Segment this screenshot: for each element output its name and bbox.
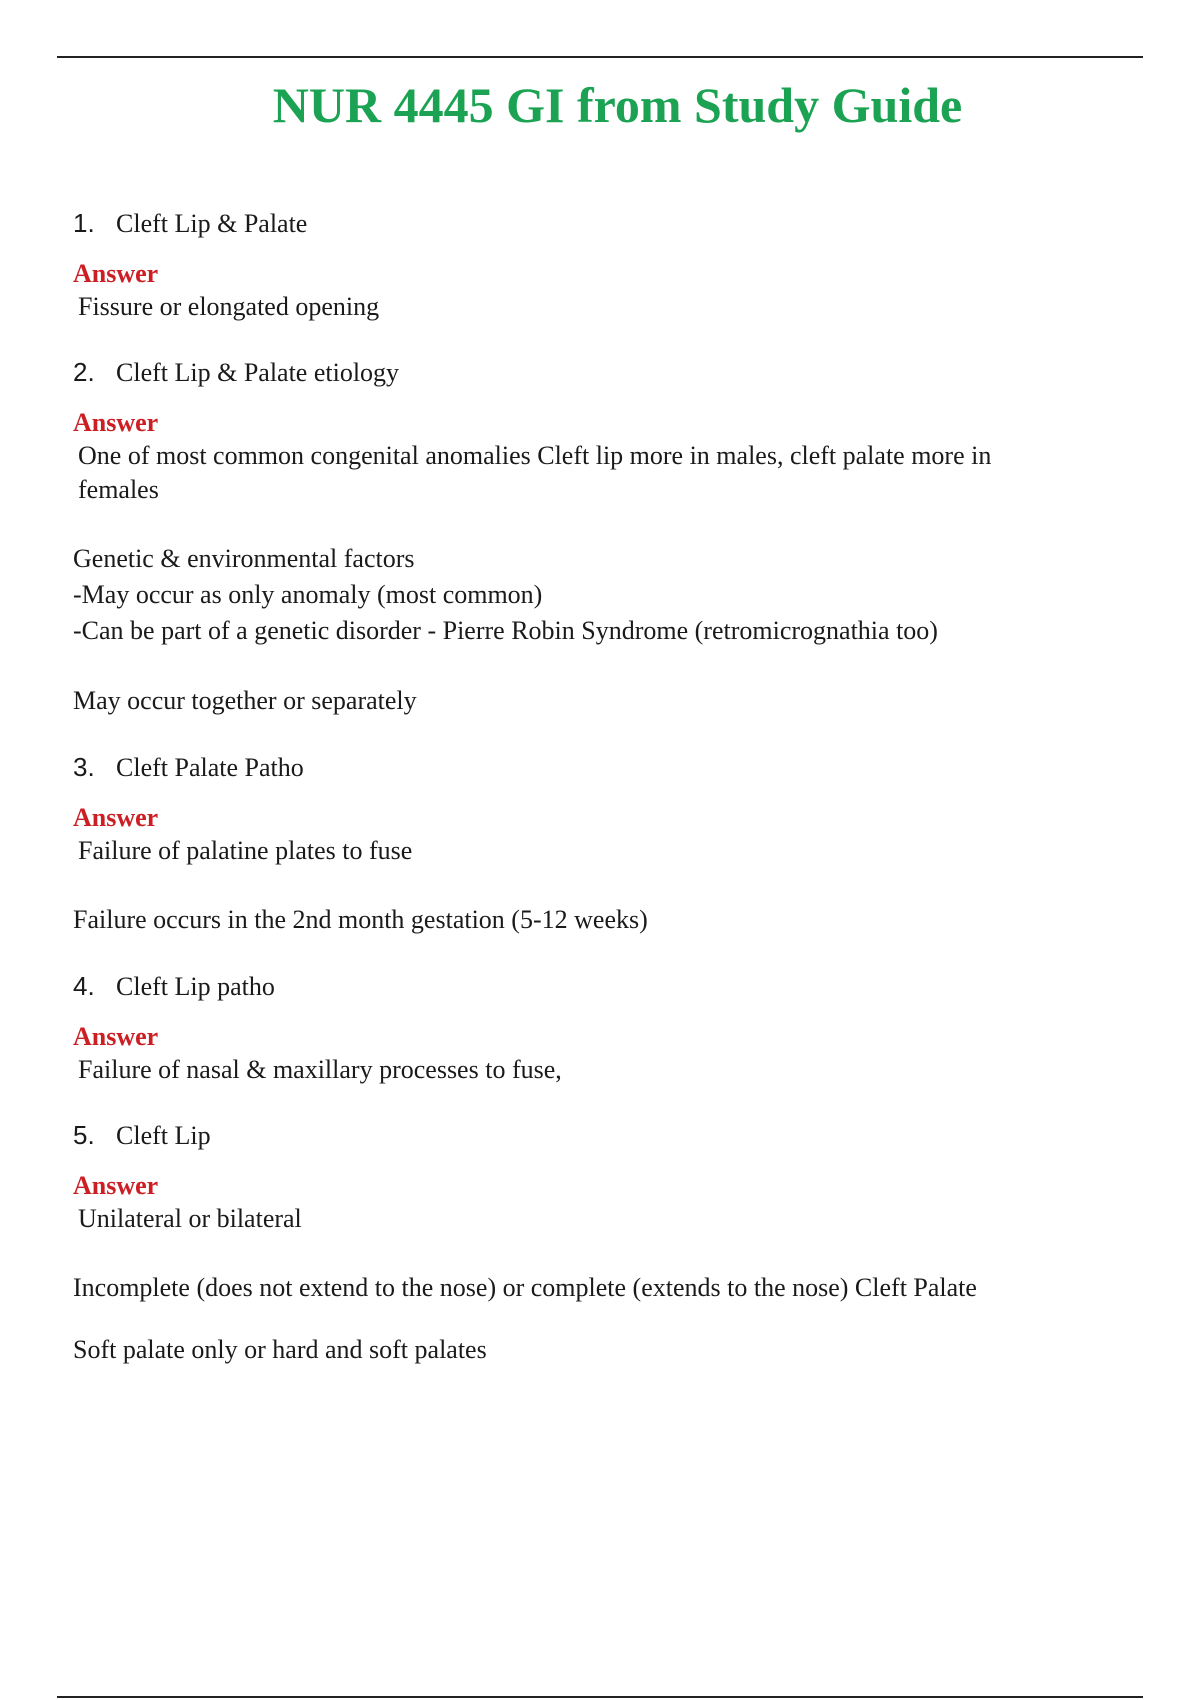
bottom-divider [57,1696,1143,1698]
qa-item-1 [73,205,1073,324]
answer-label: Answer [73,259,159,288]
question-number: 3. [73,752,95,782]
answer-label: Answer [73,803,159,832]
question-text: Cleft Lip & Palate etiology [116,358,400,387]
answer-label: Answer [73,1022,159,1051]
qa-item-5 [73,1117,1073,1368]
qa-item-2 [73,354,1073,719]
qa-item-4 [73,968,1073,1087]
answer-paragraph-line: Failure occurs in the 2nd month gestation (5-12 weeks) [73,905,648,934]
answer-label: Answer [73,1171,159,1200]
answer-paragraph-line: May occur together or separately [73,686,417,715]
question-text: Cleft Lip [116,1121,211,1150]
answer-paragraph-line: -Can be part of a genetic disorder - Pierre Robin Syndrome (retromicrognathia too) [73,616,938,645]
answer-paragraph-line: Genetic & environmental factors [73,544,415,573]
question-text: Cleft Lip & Palate [116,209,308,238]
question-3 [73,749,1073,786]
question-1 [73,205,1073,242]
answer-text: Failure of nasal & maxillary processes to fuse, [78,1055,562,1084]
answer-paragraph-line: -May occur as only anomaly (most common) [73,580,543,609]
document-title: NUR 4445 GI from Study Guide [272,77,963,133]
question-4 [73,968,1073,1005]
question-2 [73,354,1073,391]
question-5 [73,1117,1073,1154]
answer-label: Answer [73,408,159,437]
answer-paragraph-line: Soft palate only or hard and soft palates [73,1335,487,1364]
question-text: Cleft Lip patho [116,972,275,1001]
answer-text: Fissure or elongated opening [78,292,380,321]
answer-text: Failure of palatine plates to fuse [78,836,413,865]
answer-paragraph-line: Incomplete (does not extend to the nose) or complete (extends to the nose) Cleft Palate [73,1273,977,1302]
top-divider [57,56,1143,58]
qa-item-3 [73,749,1073,938]
question-number: 4. [73,971,95,1001]
question-number: 2. [73,357,95,387]
question-text: Cleft Palate Patho [116,753,304,782]
answer-text: One of most common congenital anomalies Cleft lip more in males, cleft palate more in females [78,441,992,504]
question-number: 1. [73,208,95,238]
answer-text: Unilateral or bilateral [78,1204,302,1233]
study-guide-content [73,205,1073,1368]
question-number: 5. [73,1120,95,1150]
